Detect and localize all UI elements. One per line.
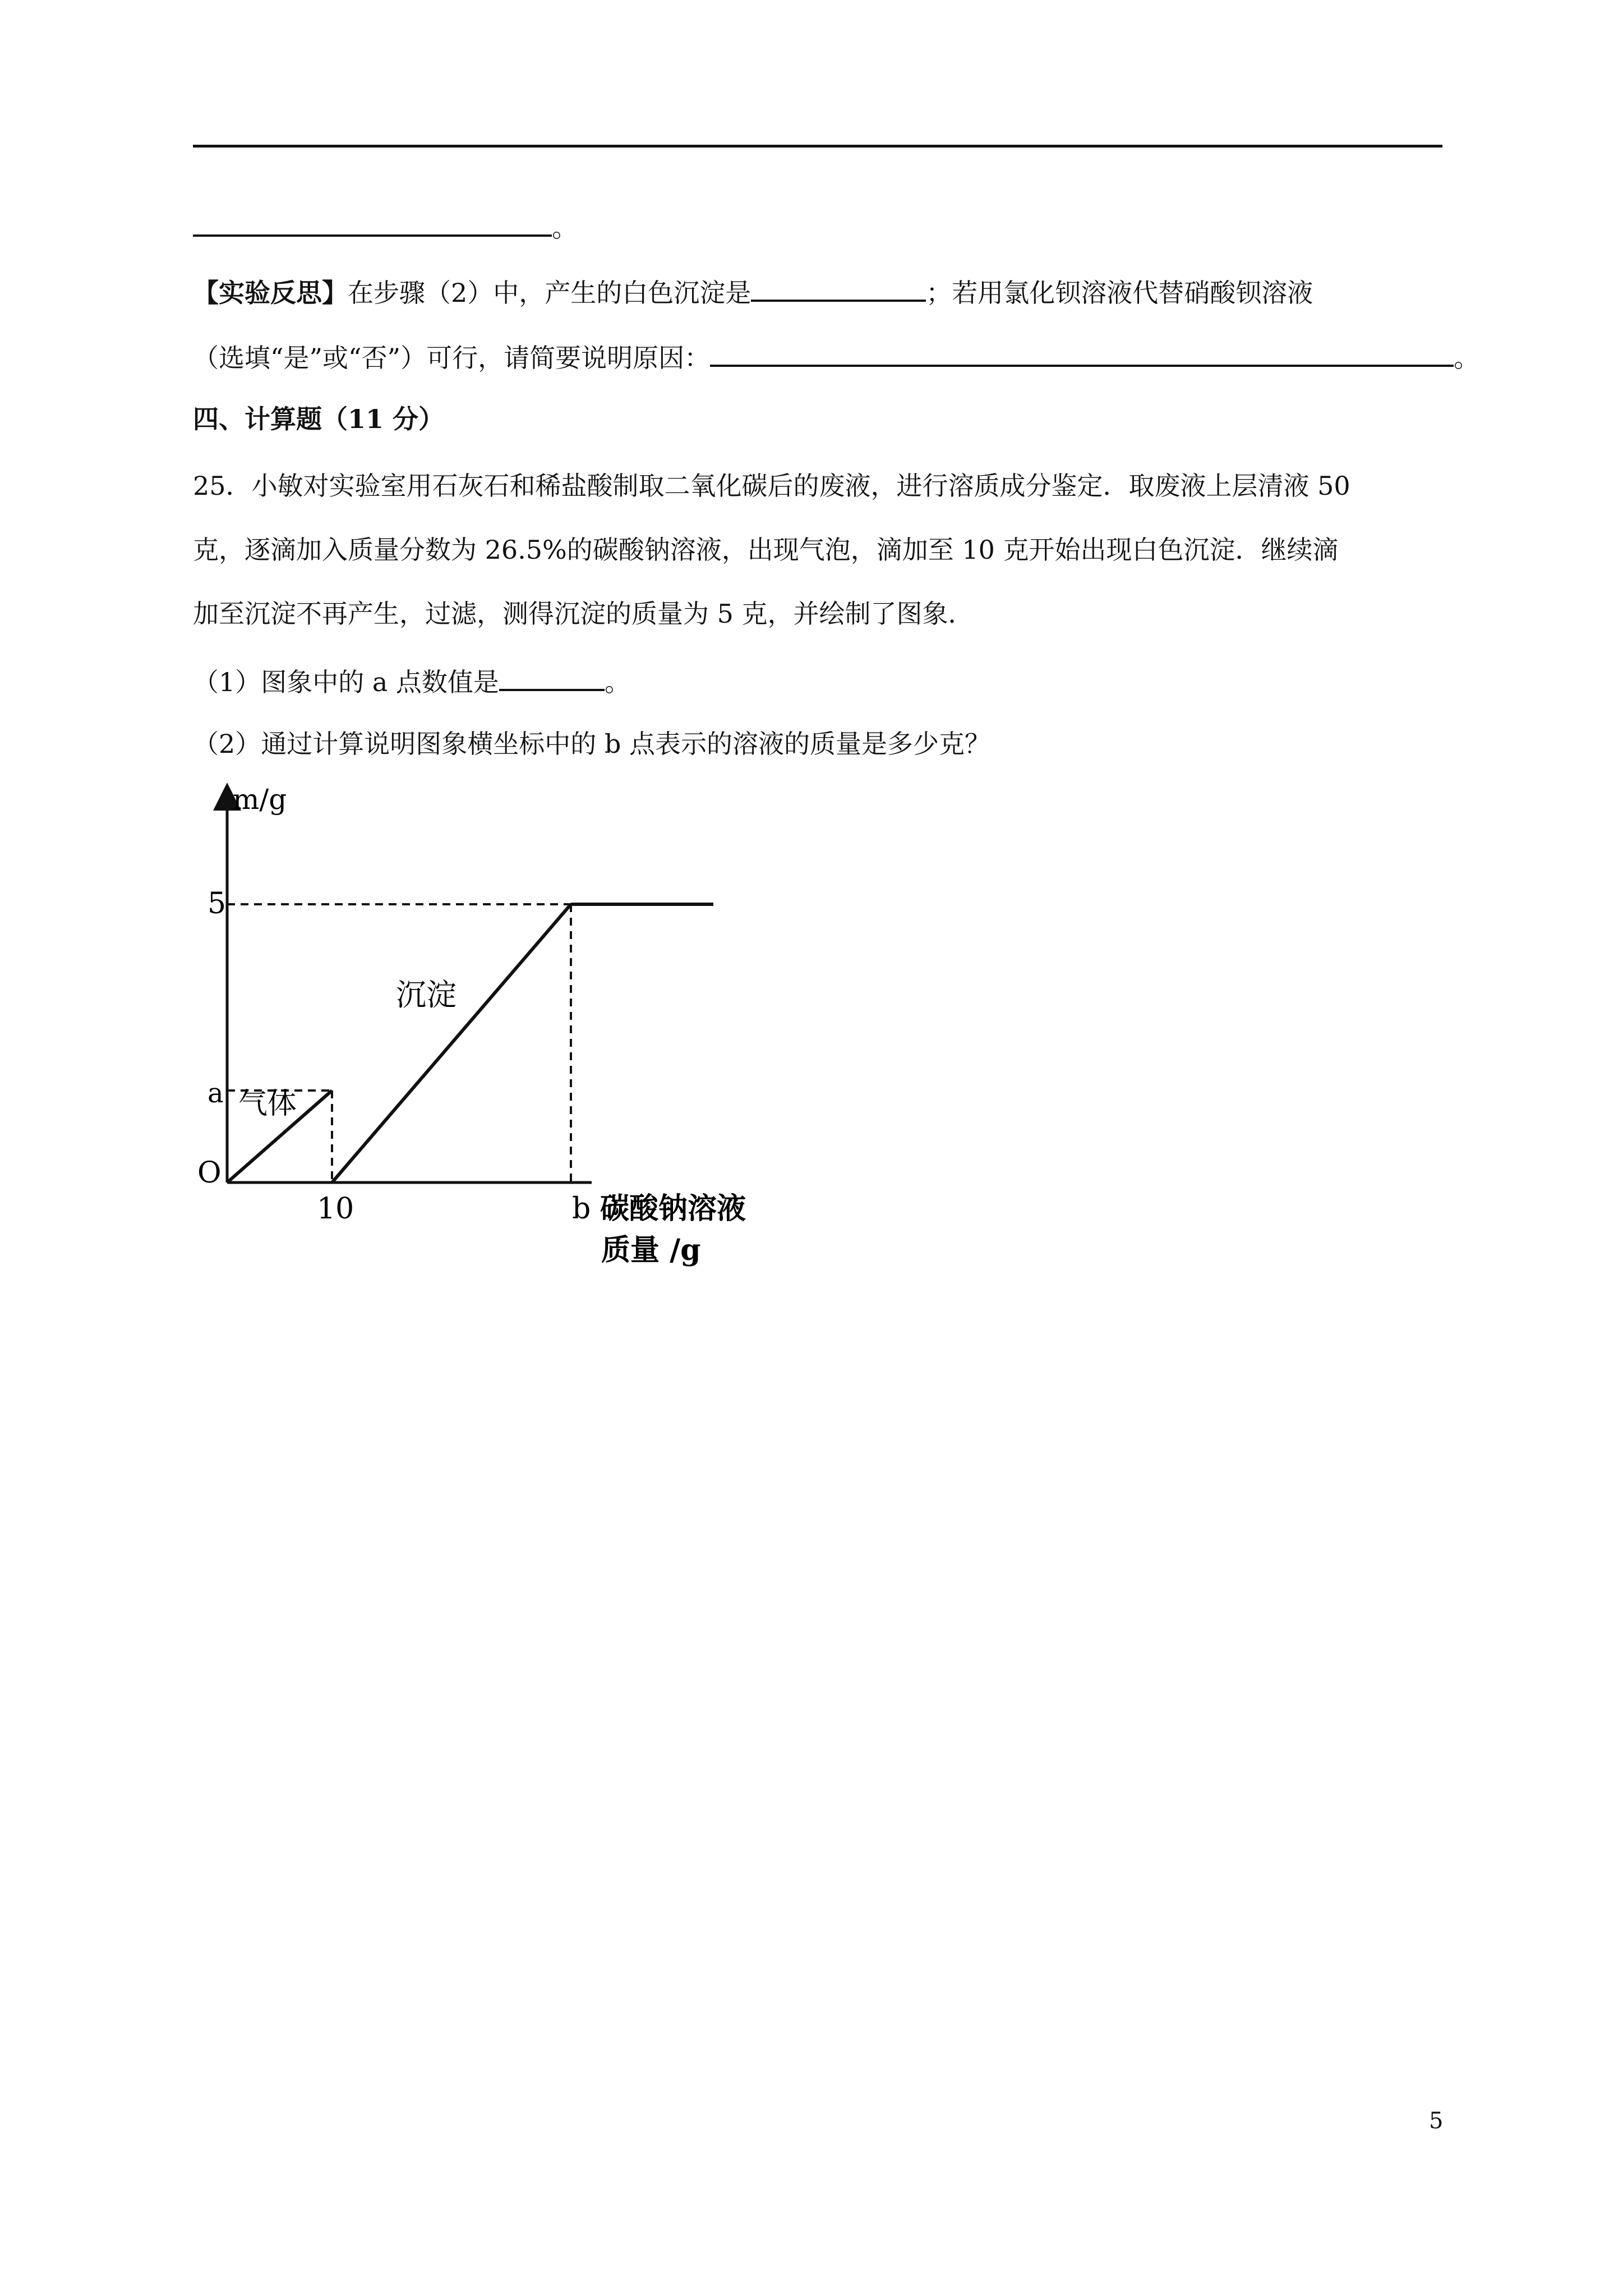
y-tick-a: a: [208, 1078, 224, 1109]
problem-line-1: 25．小敏对实验室用石灰石和稀盐酸制取二氧化碳后的废液，进行溶质成分鉴定．取废液上层清液 50: [193, 471, 1350, 501]
x-tick-10: 10: [317, 1192, 354, 1226]
reflection-text-a: 在步骤（2）中，产生的白色沉淀是: [348, 278, 751, 308]
y-tick-5: 5: [208, 887, 227, 921]
x-tick-b: b: [572, 1192, 591, 1226]
question-1: （1）图象中的 a 点数值是 。: [193, 663, 630, 699]
answer-line-1: 。: [193, 209, 578, 245]
question-2: （2）通过计算说明图象横坐标中的 b 点表示的溶液的质量是多少克？: [193, 729, 990, 759]
gas-series-label: 气体: [238, 1087, 297, 1121]
precipitate-rise-line: [332, 904, 571, 1182]
x-axis-label-line-1: 碳酸钠溶液: [600, 1191, 746, 1226]
reflection-text-c: （选填“是”或“否”）可行，请简要说明原因：: [193, 343, 711, 373]
y-axis-label: m/g: [233, 783, 287, 816]
x-axis-label-line-2: 质量 /g: [601, 1233, 701, 1267]
precipitate-series-label: 沉淀: [396, 977, 457, 1013]
reflection-tag: 【实验反思】: [193, 278, 348, 308]
reflection-line-2: （选填“是”或“否”）可行，请简要说明原因： 。: [193, 339, 1479, 375]
page-number: 5: [1429, 2108, 1444, 2134]
problem-line-2: 克，逐滴加入质量分数为 26.5%的碳酸钠溶液，出现气泡，滴加至 10 克开始出现白色沉淀．继续滴: [193, 535, 1339, 565]
problem-line-3: 加至沉淀不再产生，过滤，测得沉淀的质量为 5 克，并绘制了图象．: [193, 599, 974, 629]
reflection-text-b: ；若用氯化钡溶液代替硝酸钡溶液: [926, 278, 1313, 308]
origin-label: O: [197, 1156, 222, 1190]
section-title: 四、计算题（11 分）: [193, 404, 445, 434]
